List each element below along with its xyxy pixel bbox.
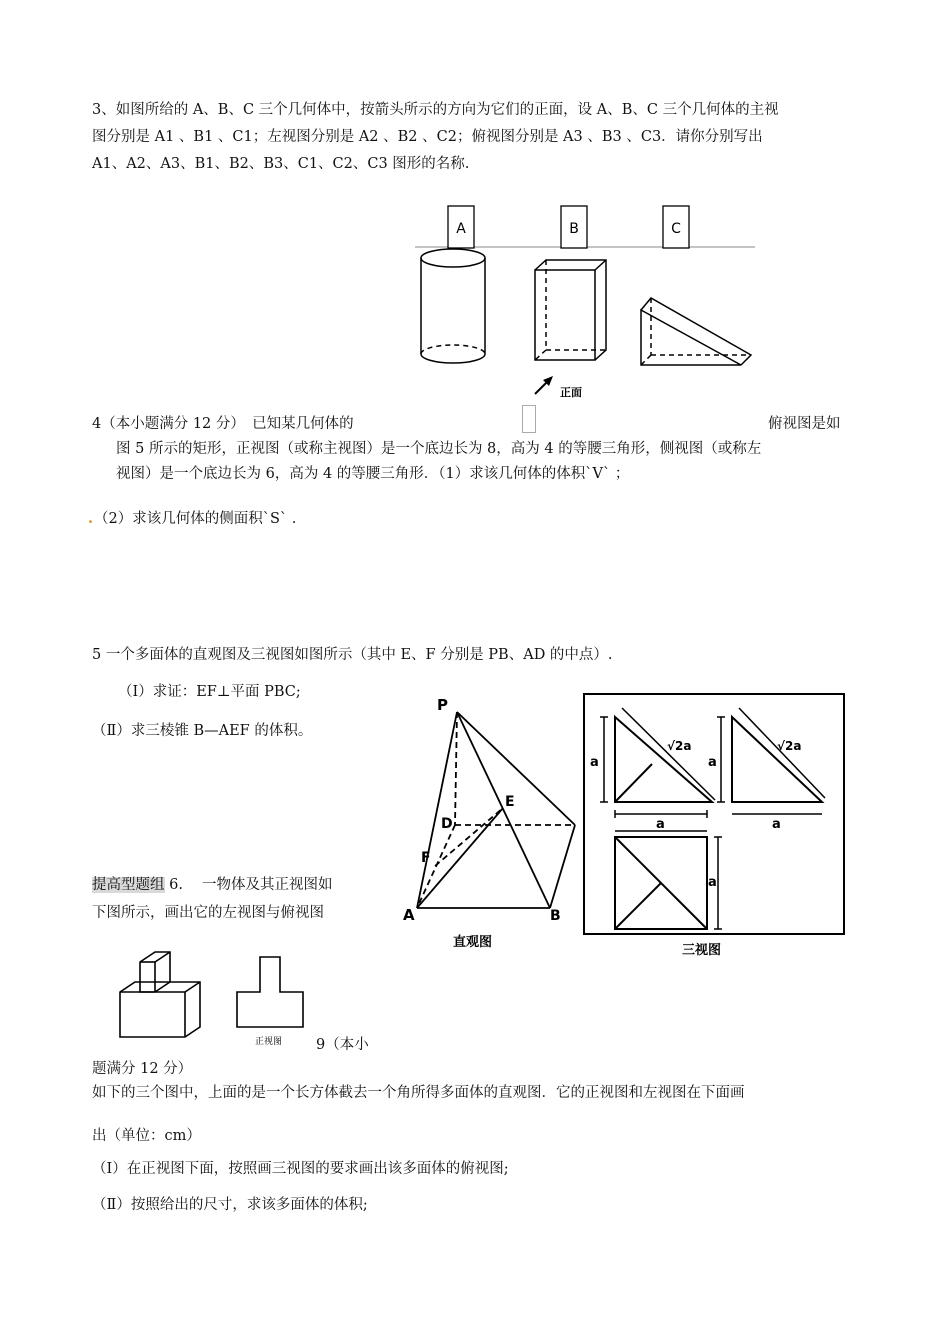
dim-a-side-height: a xyxy=(708,755,717,770)
q3-line-1: 3、如图所给的 A、B、C 三个几何体中，按箭头所示的方向为它们的正面，设 A、B、C 三个几何体的主视 xyxy=(92,102,779,118)
q6-front-view-label: 正视图 xyxy=(255,1037,283,1047)
prism-solid xyxy=(641,298,751,365)
q5-part-1: （Ⅰ）求证：EF⊥平面 PBC; xyxy=(118,684,301,700)
q4-line-4: （2）求该几何体的侧面积`S` . xyxy=(94,511,297,527)
vertex-a: A xyxy=(403,906,415,924)
dim-r2a-front: √2a xyxy=(667,739,692,753)
vertex-f: F xyxy=(421,850,431,866)
q4-line-3: 视图）是一个底边长为 6，高为 4 的等腰三角形．（1）求该几何体的体积`V` ； xyxy=(116,466,630,482)
q9-line-1: 9（本小 xyxy=(316,1037,369,1053)
dim-a-front-width: a xyxy=(656,817,665,832)
vertex-p: P xyxy=(437,696,448,714)
label-c: C xyxy=(671,221,681,237)
q5-three-views-figure xyxy=(582,692,847,960)
q3-solids-figure xyxy=(415,200,760,400)
box-solid xyxy=(535,260,606,360)
q9-line-4: 出（单位：cm） xyxy=(92,1128,201,1144)
dim-a-front-height: a xyxy=(590,755,599,770)
front-arrow-icon xyxy=(535,376,553,394)
q5-part-2: （Ⅱ）求三棱锥 B—AEF 的体积。 xyxy=(92,723,313,739)
vertex-b: B xyxy=(550,908,561,924)
q4-orange-dot: . xyxy=(88,510,94,527)
q6-line-1 xyxy=(92,872,333,898)
q4-line-2: 图 5 所示的矩形，正视图（或称主视图）是一个底边长为 8，高为 4 的等腰三角形，侧视图（或称左 xyxy=(116,441,762,457)
front-label: 正面 xyxy=(560,386,582,399)
dim-a-side-width: a xyxy=(772,817,781,832)
dim-a-top-height: a xyxy=(708,875,717,890)
three-views-caption: 三视图 xyxy=(682,943,722,958)
label-b: B xyxy=(569,221,579,237)
direct-view-caption: 直观图 xyxy=(453,935,493,950)
q4-line-1a: 4（本小题满分 12 分） 已知某几何体的 xyxy=(92,416,354,432)
label-a: A xyxy=(456,221,466,237)
q9-line-2: 题满分 12 分） xyxy=(92,1061,193,1077)
q5-direct-view-figure xyxy=(395,690,585,955)
q6-object-figure xyxy=(115,942,335,1047)
vertex-e: E xyxy=(505,794,515,810)
q3-line-3: A1、A2、A3、B1、B2、B3、C1、C2、C3 图形的名称. xyxy=(92,156,470,172)
q9-part-2: （Ⅱ）按照给出的尺寸，求该多面体的体积; xyxy=(92,1197,368,1213)
q4-placeholder-box xyxy=(522,405,536,433)
q4-line-1b: 俯视图是如 xyxy=(768,416,841,432)
cylinder-solid xyxy=(421,249,485,363)
q9-line-3: 如下的三个图中，上面的是一个长方体截去一个角所得多面体的直观图．它的正视图和左视图在下面画 xyxy=(92,1085,745,1101)
q6-line-1-text: 6. 一物体及其正视图如 xyxy=(164,877,333,893)
q6-line-2: 下图所示，画出它的左视图与俯视图 xyxy=(92,905,324,921)
dim-r2a-side: √2a xyxy=(777,739,802,753)
q5-line-1: 5 一个多面体的直观图及三视图如图所示（其中 E、F 分别是 PB、AD 的中点）. xyxy=(92,647,613,663)
q3-line-2: 图分别是 A1 、B1 、C1；左视图分别是 A2 、B2 、C2；俯视图分别是 A3 、B3 、C3．请你分别写出 xyxy=(92,129,763,145)
q6-tag: 提高型题组 xyxy=(92,877,165,893)
vertex-d: D xyxy=(441,816,453,832)
q9-part-1: （Ⅰ）在正视图下面，按照画三视图的要求画出该多面体的俯视图; xyxy=(92,1161,509,1177)
